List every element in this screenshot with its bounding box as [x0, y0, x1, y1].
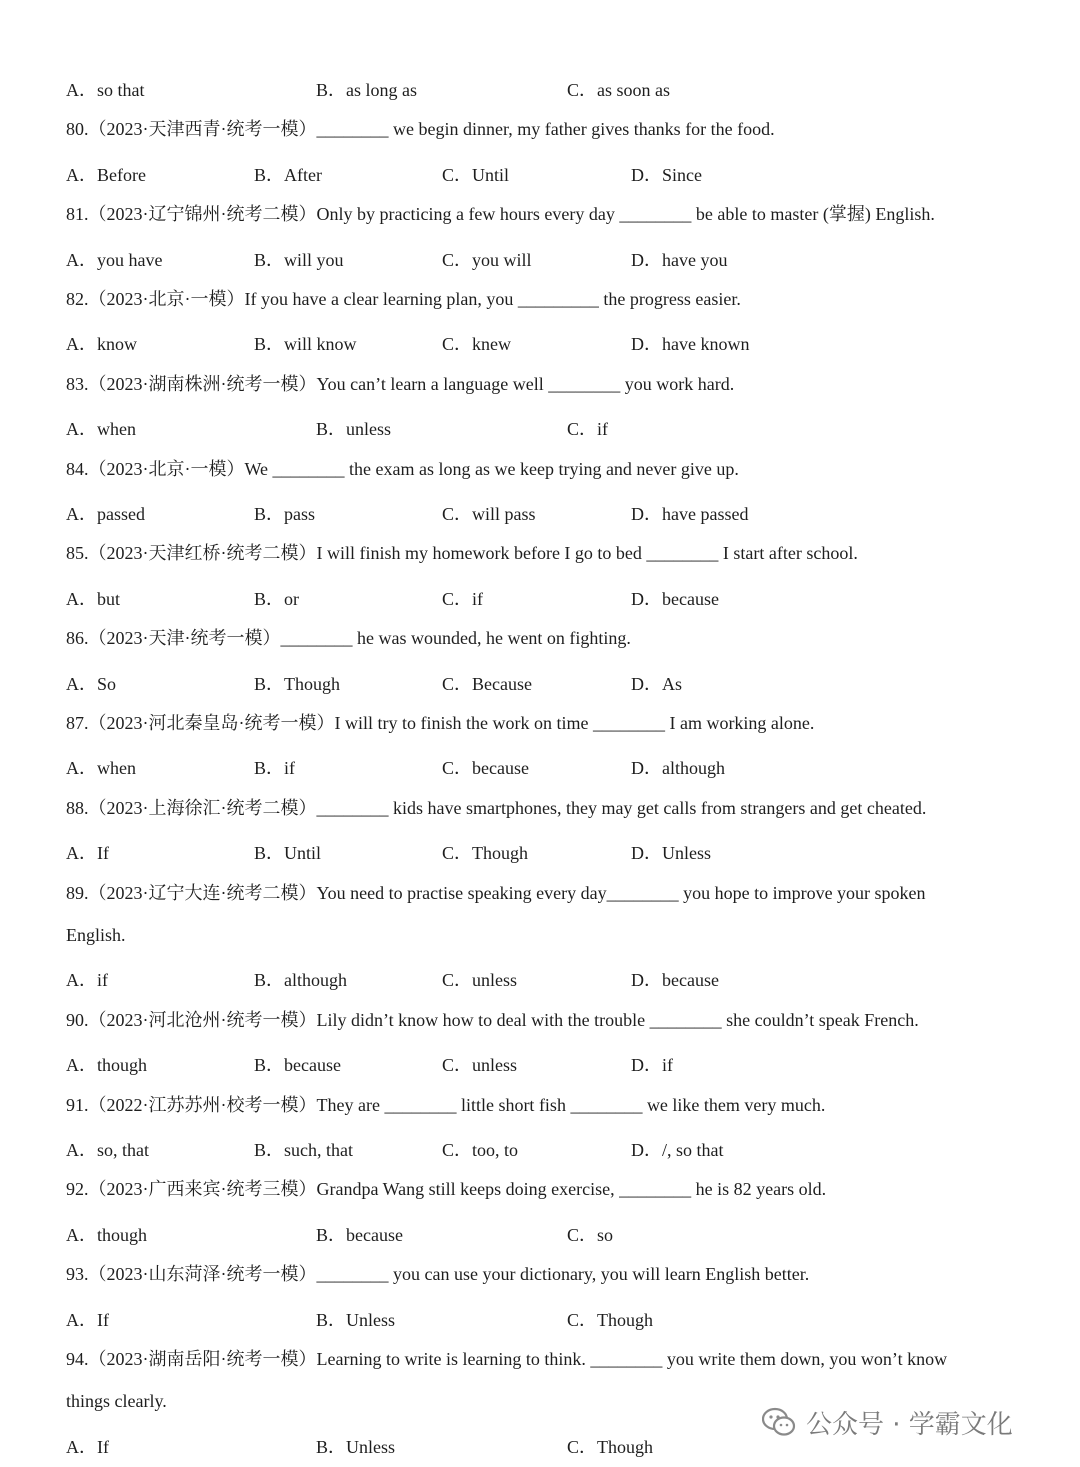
option-b: B．or	[254, 589, 299, 609]
option-a: A．If	[66, 1310, 109, 1330]
option-d: D．if	[631, 1055, 673, 1075]
options-row	[66, 1136, 1006, 1158]
option-b: B．After	[254, 165, 322, 185]
question-text: 84.（2023·北京·一模）We ________ the exam as long as we keep trying and never give up.	[66, 459, 739, 479]
question-text: 83.（2023·湖南株洲·统考一模）You can’t learn a language well ________ you work hard.	[66, 374, 735, 394]
wechat-icon	[762, 1407, 796, 1437]
question-text: 88.（2023·上海徐汇·统考二模）________ kids have smartphones, they may get calls from strangers and get cheated.	[66, 798, 927, 818]
option-c: C．will pass	[442, 504, 536, 524]
option-c: C．if	[567, 419, 609, 439]
option-a: A．if	[66, 970, 108, 990]
option-d: D．because	[631, 970, 719, 990]
option-c: C．Though	[567, 1437, 654, 1457]
option-c: C．Because	[442, 674, 532, 694]
option-d: D．Since	[631, 165, 702, 185]
options-row	[66, 330, 1006, 352]
option-a: A．If	[66, 843, 109, 863]
option-d: D．/, so that	[631, 1140, 724, 1160]
question-text: 86.（2023·天津·统考一模）________ he was wounded, he went on fighting.	[66, 628, 631, 648]
option-d: D．As	[631, 674, 683, 694]
option-b: B．because	[254, 1055, 341, 1075]
option-b: B．will you	[254, 250, 344, 270]
options-row	[66, 1051, 1006, 1073]
question-text: 81.（2023·辽宁锦州·统考二模）Only by practicing a few hours every day ________ be able to master (掌握) English.	[66, 204, 935, 224]
watermark	[762, 1402, 1013, 1442]
question-text: 93.（2023·山东菏泽·统考一模）________ you can use your dictionary, you will learn English better.	[66, 1264, 810, 1284]
option-a: A．So	[66, 674, 117, 694]
option-b: B．Until	[254, 843, 322, 863]
options-row	[66, 1306, 1006, 1328]
question-continuation: English.	[66, 925, 126, 945]
option-a: A．passed	[66, 504, 145, 524]
option-c: C．too, to	[442, 1140, 519, 1160]
option-b: B．as long as	[316, 80, 417, 100]
option-c: C．if	[442, 589, 484, 609]
option-d: D．because	[631, 589, 719, 609]
options-row	[66, 754, 1006, 776]
options-row	[66, 500, 1006, 522]
question-continuation: things clearly.	[66, 1391, 167, 1411]
question-text: 92.（2023·广西来宾·统考三模）Grandpa Wang still keeps doing exercise, ________ he is 82 years old.	[66, 1179, 827, 1199]
options-row	[66, 966, 1006, 988]
option-b: B．if	[254, 758, 296, 778]
option-a: A．though	[66, 1055, 147, 1075]
options-row	[66, 670, 1006, 692]
option-a: A．so that	[66, 80, 145, 100]
watermark-text: 公众号 · 学霸文化	[806, 1409, 1013, 1440]
option-a: A．Before	[66, 165, 146, 185]
option-c: C．knew	[442, 334, 511, 354]
option-c: C．because	[442, 758, 529, 778]
option-b: B．Though	[254, 674, 341, 694]
option-c: C．unless	[442, 970, 518, 990]
option-d: D．have known	[631, 334, 750, 354]
options-row	[66, 246, 1006, 268]
option-a: A．but	[66, 589, 120, 609]
question-text: 89.（2023·辽宁大连·统考二模）You need to practise speaking every day________ you hope to improve your spoken	[66, 883, 926, 903]
option-a: A．If	[66, 1437, 109, 1457]
option-a: A．you have	[66, 250, 163, 270]
option-b: B．unless	[316, 419, 392, 439]
option-d: D．have passed	[631, 504, 749, 524]
option-c: C．Though	[567, 1310, 654, 1330]
option-d: D．Unless	[631, 843, 711, 863]
option-b: B．such, that	[254, 1140, 353, 1160]
option-c: C．as soon as	[567, 80, 670, 100]
option-a: A．when	[66, 758, 136, 778]
options-row	[66, 161, 1006, 183]
option-b: B．Unless	[316, 1310, 396, 1330]
question-text: 91.（2022·江苏苏州·校考一模）They are ________ little short fish ________ we like them very much.	[66, 1095, 826, 1115]
option-c: C．so	[567, 1225, 614, 1245]
option-a: A．though	[66, 1225, 147, 1245]
question-text: 94.（2023·湖南岳阳·统考一模）Learning to write is learning to think. ________ you write them down, you won’t know	[66, 1349, 948, 1369]
options-row	[66, 76, 1006, 98]
question-text: 90.（2023·河北沧州·统考一模）Lily didn’t know how to deal with the trouble ________ she couldn’t speak French.	[66, 1010, 919, 1030]
question-text: 87.（2023·河北秦皇岛·统考一模）I will try to finish the work on time ________ I am working alone.	[66, 713, 815, 733]
option-d: D．although	[631, 758, 725, 778]
options-row	[66, 839, 1006, 861]
option-b: B．because	[316, 1225, 403, 1245]
option-c: C．Until	[442, 165, 510, 185]
option-c: C．Though	[442, 843, 529, 863]
option-a: A．when	[66, 419, 136, 439]
option-c: C．unless	[442, 1055, 518, 1075]
options-row	[66, 415, 1006, 437]
question-text: 80.（2023·天津西青·统考一模）________ we begin dinner, my father gives thanks for the food.	[66, 119, 775, 139]
question-text: 82.（2023·北京·一模）If you have a clear learning plan, you _________ the progress easier.	[66, 289, 741, 309]
option-b: B．will know	[254, 334, 357, 354]
option-d: D．have you	[631, 250, 728, 270]
options-row	[66, 585, 1006, 607]
options-row	[66, 1221, 1006, 1243]
option-a: A．so, that	[66, 1140, 149, 1160]
option-b: B．pass	[254, 504, 316, 524]
option-a: A．know	[66, 334, 137, 354]
option-b: B．although	[254, 970, 347, 990]
question-text: 85.（2023·天津红桥·统考二模）I will finish my homework before I go to bed ________ I start after school.	[66, 543, 858, 563]
option-b: B．Unless	[316, 1437, 396, 1457]
option-c: C．you will	[442, 250, 532, 270]
